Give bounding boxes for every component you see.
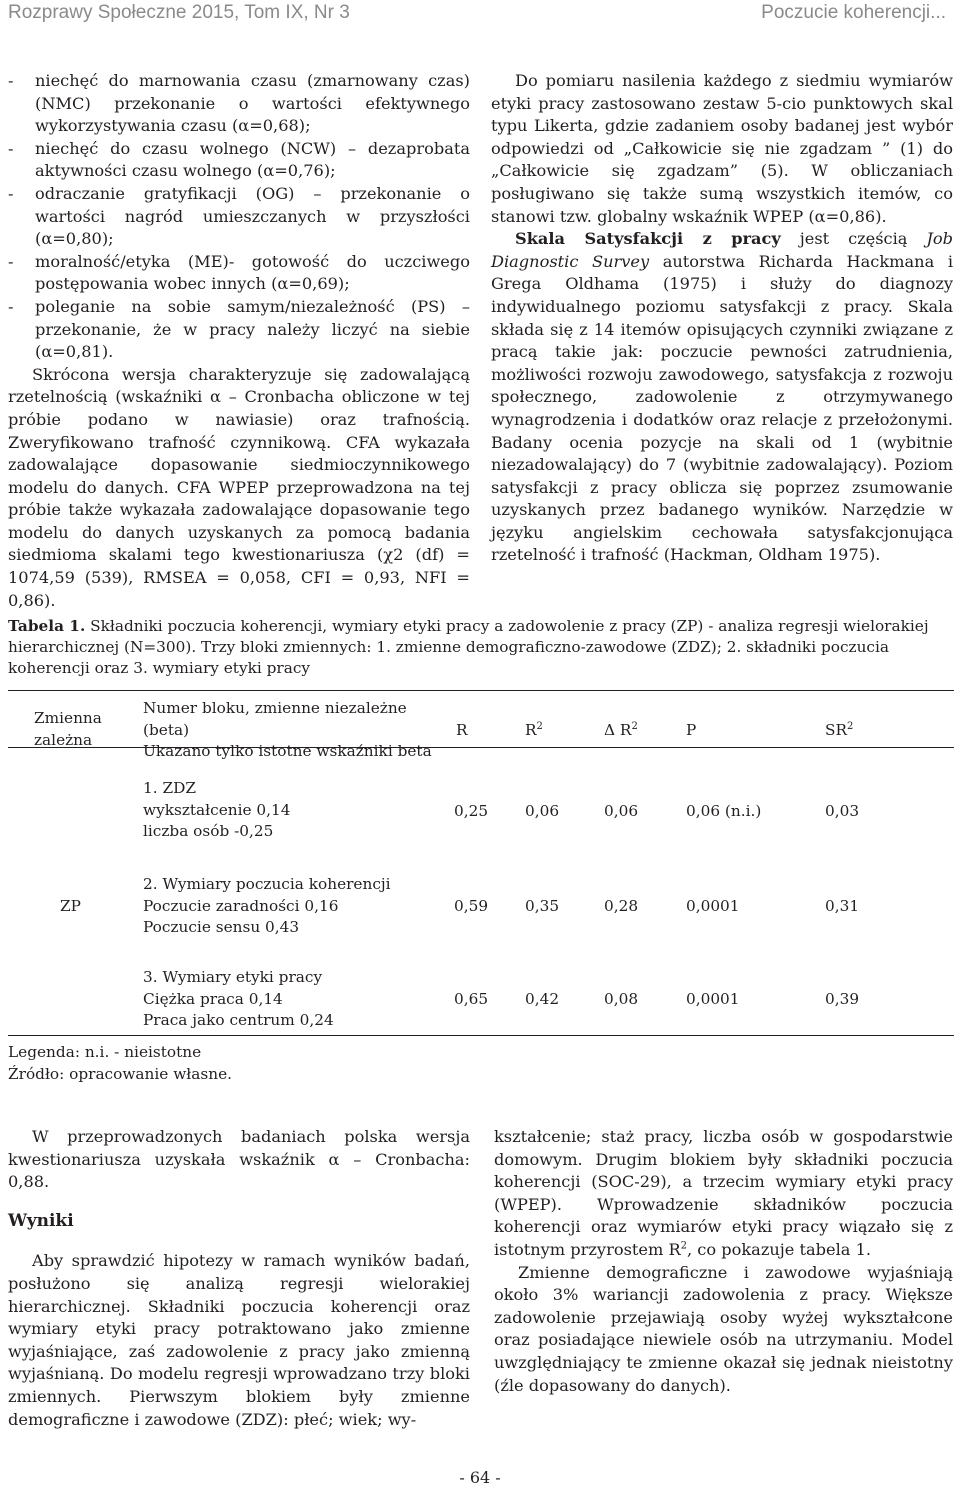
table-caption-text: Składniki poczucia koherencji, wymiary etyki pracy a zadowolenie z pracy (ZP) - analiza regresji wielorakiej hierarchicznej (N=300). Trzy bloki zmiennych: 1. zmienne demograficzno-zawodowe (ZDZ); 2. składniki poczucia koherencji oraz 3. wymiary etyki pracy [8,617,929,677]
list-item-text: niechęć do czasu wolnego (NCW) – dezaprobata aktywności czasu wolnego (α=0,76); [35,138,470,181]
header-r: R [456,721,468,739]
block-line: Ciężka praca 0,14 [143,989,283,1008]
superscript: 2 [847,720,854,732]
text-run: jest częścią [780,229,927,249]
block-2-variables [143,874,391,939]
superscript: 2 [536,720,543,732]
paragraph-reliability: Skrócona wersja charakteryzuje się zadowalającą rzetelnością (wskaźniki α – Cronbacha obliczone w tej próbie podano w nawiasie) oraz trafnością. Zweryfikowano trafność czynnikową. CFA wykazała zadowalające dopasowanie siedmioczynnikowego modelu do danych. CFA WPEP przeprowadzona na tej próbie także wykazała zadowalające dopasowanie tego modelu do danych uzyskanych za pomocą badania siedmioma skalami tego kwestionariusza (χ2 (df) = 1074,59 (539), RMSEA = 0,058, CFI = 0,93, NFI = 0,86). [8,364,470,610]
bottom-right-column [494,1126,953,1397]
header-p: P [686,721,697,739]
list-dash: - [8,296,14,316]
block-line: wykształcenie 0,14 [143,800,291,819]
header-r2 [525,720,543,742]
bottom-left-column [8,1126,470,1431]
superscript: 2 [631,720,638,732]
block-line: liczba osób -0,25 [143,822,274,840]
list-dash: - [8,251,14,271]
paragraph-demographics: Zmienne demograficzne i zawodowe wyjaśniają około 3% wariancji zadowolenia z pracy. Większe zadowolenie przejawiają osoby wyżej wykształcone oraz posiadające niewiele osób na utrzymaniu. Model uwzględniający te zmienne okazał się jednak nieistotny (źle dopasowany do danych). [494,1262,953,1395]
table-legend: Legenda: n.i. - nieistotne [8,1043,202,1061]
text-run: , co pokazuje tabela 1. [687,1239,872,1259]
table-cell-r2: 0,42 [525,990,560,1008]
table-cell-r: 0,65 [454,990,489,1008]
block-line: 2. Wymiary poczucia koherencji [143,875,391,893]
regression-table [8,690,954,1036]
list-item [8,251,470,296]
table-cell-r: 0,59 [454,897,489,915]
header-line: (beta) [143,720,190,739]
list-dash: - [8,138,14,158]
running-header [0,0,960,28]
table-label: Tabela 1. [8,617,86,635]
paragraph-satisfaction-scale [491,228,953,567]
header-text: R [525,721,537,739]
list-item [8,138,470,183]
list-item [8,183,470,251]
header-text: SR [825,721,847,739]
section-heading-results: Wyniki [8,1210,74,1231]
table-source: Źródło: opracowanie własne. [8,1065,233,1083]
list-item-text: poleganie na sobie samym/niezależność (PS) – przekonanie, że w pracy należy liczyć na siebie (α=0,81). [35,296,470,362]
list-item [8,70,470,138]
page-number: - 64 - [459,1468,501,1487]
table-cell-p: 0,06 (n.i.) [686,802,762,820]
dependent-variable: ZP [60,897,81,915]
survey-name: Job Diagnostic Survey [491,229,953,271]
list-item-text: niechęć do marnowania czasu (zmarnowany czas) (NMC) przekonanie o wartości efektywnego wykorzystywania czasu (α=0,68); [35,71,470,136]
header-line: zależna [34,730,93,749]
header-sr2 [825,720,853,742]
block-line: 3. Wymiary etyki pracy [143,968,323,986]
running-title: Poczucie koherencji... [761,2,946,23]
paragraph-measurement: Do pomiaru nasilenia każdego z siedmiu wymiarów etyki pracy zastosowano zestaw 5-cio punktowych skal typu Likerta, gdzie zadaniem osoby badanej jest wybór odpowiedzi od „Całkowicie się nie zgadzam ” (1) do „Całkowicie się zgadzam” (5). W obliczaniach posługiwano się także sumą wszystkich itemów, co stanowi tzw. globalny wskaźnik WPEP (α=0,86). [491,71,953,226]
table-cell-sr2: 0,31 [825,897,860,915]
list-dash: - [8,183,14,203]
header-line: Zmienna [34,709,102,727]
table-caption [8,616,958,679]
list-item-text: moralność/etyka (ME)- gotowość do uczciwego postępowania wobec innych (α=0,69); [35,251,470,294]
right-column [491,70,953,567]
header-line: Ukazano tylko istotne wskaźniki beta [143,742,432,760]
header-blocks [143,698,432,763]
block-line: Poczucie zaradności 0,16 [143,896,339,915]
table-cell-sr2: 0,39 [825,990,860,1008]
table-cell-p: 0,0001 [686,990,740,1008]
list-dash: - [8,71,14,90]
header-dependent-variable [34,708,102,751]
table-cell-r2: 0,35 [525,897,560,915]
list-item [8,296,470,364]
header-text: Δ R [604,721,632,739]
block-3-variables [143,967,334,1032]
paragraph-blocks [494,1126,953,1262]
table-cell-p: 0,0001 [686,897,740,915]
table-cell-delta-r2: 0,06 [604,802,639,820]
table-cell-delta-r2: 0,28 [604,897,639,915]
table-rule-bottom [8,1035,954,1036]
block-line: Praca jako centrum 0,24 [143,1011,334,1029]
header-delta-r2 [604,720,638,742]
superscript: 2 [680,1240,688,1252]
table-cell-r2: 0,06 [525,802,560,820]
block-line: Poczucie sensu 0,43 [143,918,300,936]
text-run: kształcenie; staż pracy, liczba osób w gospodarstwie domowym. Drugim blokiem były składniki poczucia koherencji (SOC-29), a trzecim wymiary etyki pracy (WPEP). Wprowadzenie składników poczucia koherencji oraz wymiarów etyki pracy wiązało się z istotnym przyrostem R [494,1127,953,1259]
paragraph-polish-version: W przeprowadzonych badaniach polska wersja kwestionariusza uzyskała wskaźnik α – Cronbacha: 0,88. [8,1127,470,1192]
text-run: autorstwa Richarda Hackmana i Grega Oldhama (1975) i służy do diagnozy indywidualnego poziomu satysfakcji z pracy. Skala składa się z 14 itemów opisujących czynniki związane z pracą takie jak: poczucie pewności zatrudnienia, możliwości rozwoju zawodowego, satysfakcja z rozwoju społecznego, zadowolenie z otrzymywanego wynagrodzenia i dodatków oraz relacje z przełożonymi. Badany ocenia pozycje na skali od 1 (wybitnie niezadowalający) do 7 (wybitnie zadowalający). Poziom satysfakcji z pracy oblicza się poprzez zsumowanie uzyskanych przez badanego wyników. Narzędzie w języku angielskim cechowała satysfakcjonująca rzetelność i trafność (Hackman, Oldham 1975). [491,251,953,565]
table-cell-sr2: 0,03 [825,802,860,820]
journal-title: Rozprawy Społeczne 2015, Tom IX, Nr 3 [8,2,350,23]
table-rule-top [8,690,954,691]
header-line: Numer bloku, zmienne niezależne [143,699,407,717]
block-line: 1. ZDZ [143,779,196,797]
list-item-text: odraczanie gratyfikacji (OG) – przekonanie o wartości nagród umieszczanych w przyszłości (α=0,80); [35,183,470,249]
table-cell-r: 0,25 [454,802,489,820]
paragraph-results: Aby sprawdzić hipotezy w ramach wyników badań, posłużono się analizą regresji wielorakiej hierarchicznej. Składniki poczucia koherencji oraz wymiary etyki pracy potraktowano jako zmienne wyjaśniające, zaś zadowolenie z pracy jako zmienną wyjaśnianą. Do modelu regresji wprowadzano trzy bloki zmiennych. Pierwszym blokiem były zmienne demograficzne i zawodowe (ZDZ): płeć; wiek; wy- [8,1251,470,1429]
scale-name: Skala Satysfakcji z pracy [515,229,781,249]
table-cell-delta-r2: 0,08 [604,990,639,1008]
block-1-variables [143,778,290,843]
left-column [8,70,470,612]
